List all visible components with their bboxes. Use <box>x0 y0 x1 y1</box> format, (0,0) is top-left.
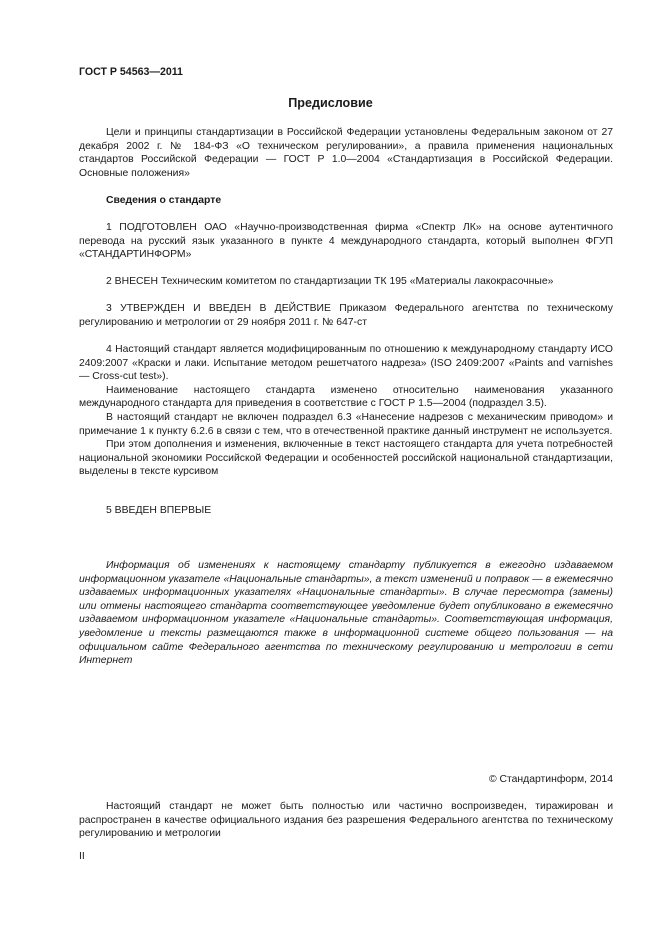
item-4-text: 4 Настоящий стандарт является модифицированным по отношению к международному стандарту ИСО 2409:2007 «Краски и лаки. Испытание методом решетчатого надреза» (ISO 2409:2007 «Paints and varnishes — Cross-cut test»). <box>79 344 613 383</box>
info-notice <box>79 559 613 668</box>
item-4-exclusion-text: В настоящий стандарт не включен подраздел 6.3 «Нанесение надрезов с механическим приводом» и примечание 1 к пункту 6.2.6 в связи с тем, что в отечественной практике данный инструмент не используется. <box>79 411 613 437</box>
item-3 <box>79 302 613 329</box>
intro-paragraph <box>79 126 613 180</box>
document-code: ГОСТ Р 54563—2011 <box>79 66 183 78</box>
section-heading: Сведения о стандарте <box>106 195 222 206</box>
page-title: Предисловие <box>288 96 373 110</box>
copyright-line: © Стандартинформ, 2014 <box>488 774 613 785</box>
item-5 <box>79 504 613 518</box>
item-5-text: 5 ВВЕДЕН ВПЕРВЫЕ <box>106 505 212 516</box>
info-notice-text: Информация об изменениях к настоящему стандарту публикуется в ежегодно издаваемом информационном указателе «Национальные стандарты», а текст изменений и поправок — в ежемесячно издаваемых информационных указателях «Национальные стандарты». В случае пересмотра (замены) или отмены настоящего стандарта соответствующее уведомление будет опубликовано в ежемесячно издаваемом информационном указателе «Национальные стандарты». Соответствующая информация, уведомление и тексты размещаются также в информационной системе общего пользования — на официальном сайте Федерального агентства по техническому регулированию и метрологии в сети Интернет <box>79 560 613 667</box>
item-4-rename-text: Наименование настоящего стандарта изменено относительно наименования указанного международного стандарта для приведения в соответствие с ГОСТ Р 1.5—2004 (подраздел 3.5). <box>79 384 613 410</box>
item-3-text: 3 УТВЕРЖДЕН И ВВЕДЕН В ДЕЙСТВИЕ Приказом Федерального агентства по техническому регулированию и метрологии от 29 ноября 2011 г. № 647-ст <box>79 303 613 328</box>
copyright-notice <box>79 800 613 841</box>
item-4 <box>79 343 613 479</box>
item-1 <box>79 221 613 262</box>
item-2-text: 2 ВНЕСЕН Техническим комитетом по стандартизации ТК 195 «Материалы лакокрасочные» <box>106 276 554 287</box>
item-1-text: 1 ПОДГОТОВЛЕН ОАО «Научно-производственная фирма «Спектр ЛК» на основе аутентичного перевода на русский язык указанного в пункте 4 международного стандарта, который выполнен ФГУП «СТАНДАРТИНФОРМ» <box>79 222 613 261</box>
page-number: II <box>79 851 85 862</box>
intro-text: Цели и принципы стандартизации в Российской Федерации установлены Федеральным законом от 27 декабря 2002 г. № 184-ФЗ «О техническом регулировании», а правила применения национальных стандартов Российской Федерации — ГОСТ Р 1.0—2004 «Стандартизация в Российской Федерации. Основные положения» <box>79 127 613 179</box>
item-4-additions-text: При этом дополнения и изменения, включенные в текст настоящего стандарта для учета потребностей национальной экономики Российской Федерации и особенностей российской национальной стандартизации, выделены в тексте курсивом <box>79 439 613 478</box>
copyright-notice-text: Настоящий стандарт не может быть полностью или частично воспроизведен, тиражирован и распространен в качестве официального издания без разрешения Федерального агентства по техническому регулированию и метрологии <box>79 801 613 840</box>
item-2 <box>79 275 613 289</box>
